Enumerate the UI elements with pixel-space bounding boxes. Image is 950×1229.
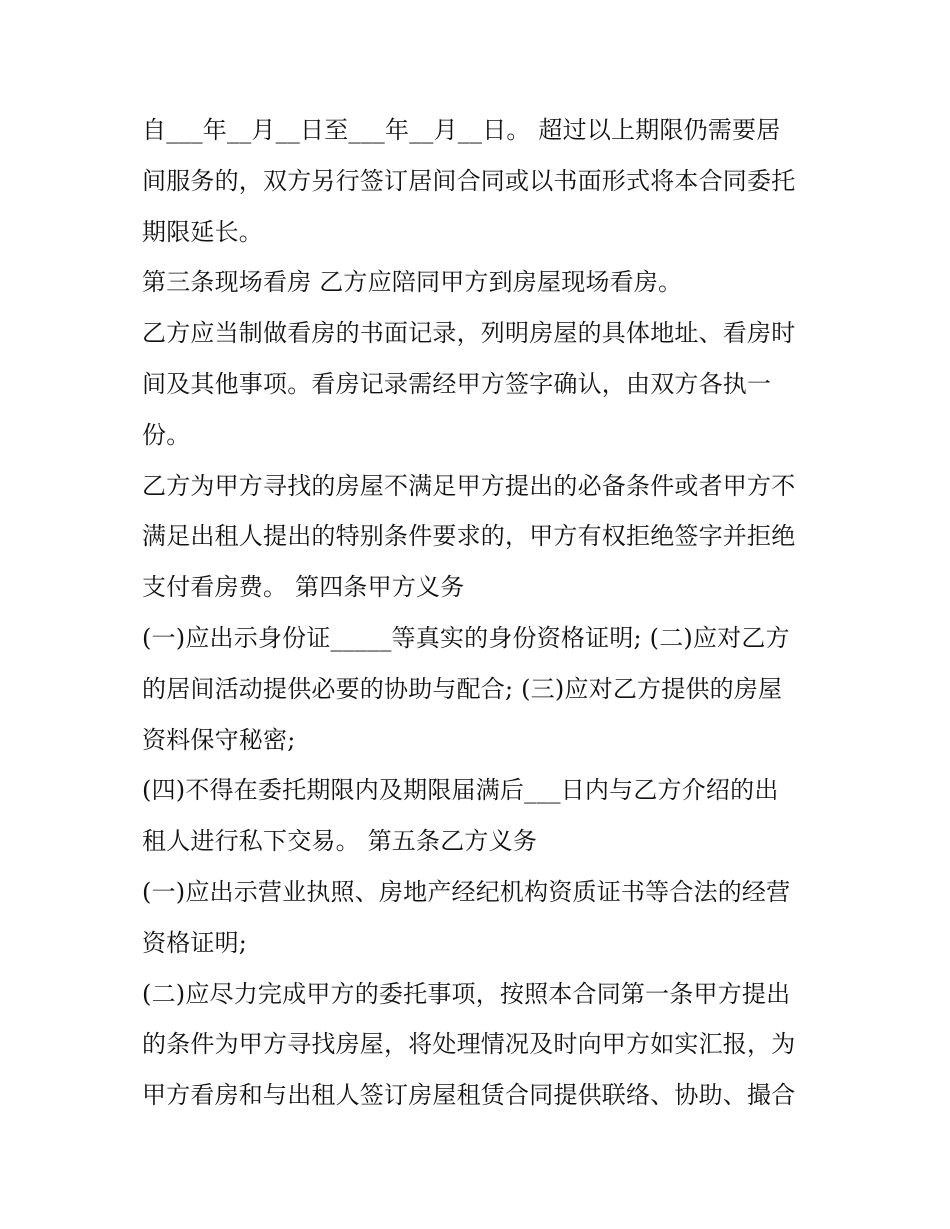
text-line: (二)应尽力完成甲方的委托事项，按照本合同第一条甲方提出 [142, 979, 791, 1008]
text-line: 间服务的，双方另行签订居间合同或以书面形式将本合同委托 [142, 166, 796, 195]
text-line: 资料保守秘密; [142, 725, 296, 754]
text-line: 间及其他事项。看房记录需经甲方签字确认，由双方各执一 [142, 369, 772, 398]
text-line: 资格证明; [142, 928, 248, 957]
section-heading-line: 支付看房费。 第四条甲方义务 [142, 573, 465, 602]
text-line: 满足出租人提出的特别条件要求的，甲方有权拒绝签字并拒绝 [142, 522, 796, 551]
document-body [142, 105, 822, 1121]
text-line: 份。 [142, 420, 191, 449]
section-heading-line: 租人进行私下交易。 第五条乙方义务 [142, 827, 538, 856]
text-line: 自___年__月__日至___年__月__日。 超过以上期限仍需要居 [142, 116, 781, 144]
text-line: 乙方为甲方寻找的房屋不满足甲方提出的必备条件或者甲方不 [142, 471, 796, 500]
text-line: 的居间活动提供必要的协助与配合; (三)应对乙方提供的房屋 [142, 674, 783, 703]
text-line: 乙方应当制做看房的书面记录，列明房屋的具体地址、看房时 [142, 319, 796, 348]
text-line: (一)应出示身份证_____等真实的身份资格证明; (二)应对乙方 [142, 623, 790, 652]
text-line: (一)应出示营业执照、房地产经纪机构资质证书等合法的经营 [142, 877, 791, 906]
section-heading-line: 第三条现场看房 乙方应陪同甲方到房屋现场看房。 [142, 268, 683, 297]
text-line: 期限延长。 [142, 217, 263, 246]
text-line: 甲方看房和与出租人签订房屋租赁合同提供联络、协助、撮合 [142, 1081, 796, 1110]
text-line: (四)不得在委托期限内及期限届满后___日内与乙方介绍的出 [142, 776, 779, 805]
text-line: 的条件为甲方寻找房屋，将处理情况及时向甲方如实汇报，为 [142, 1030, 796, 1059]
